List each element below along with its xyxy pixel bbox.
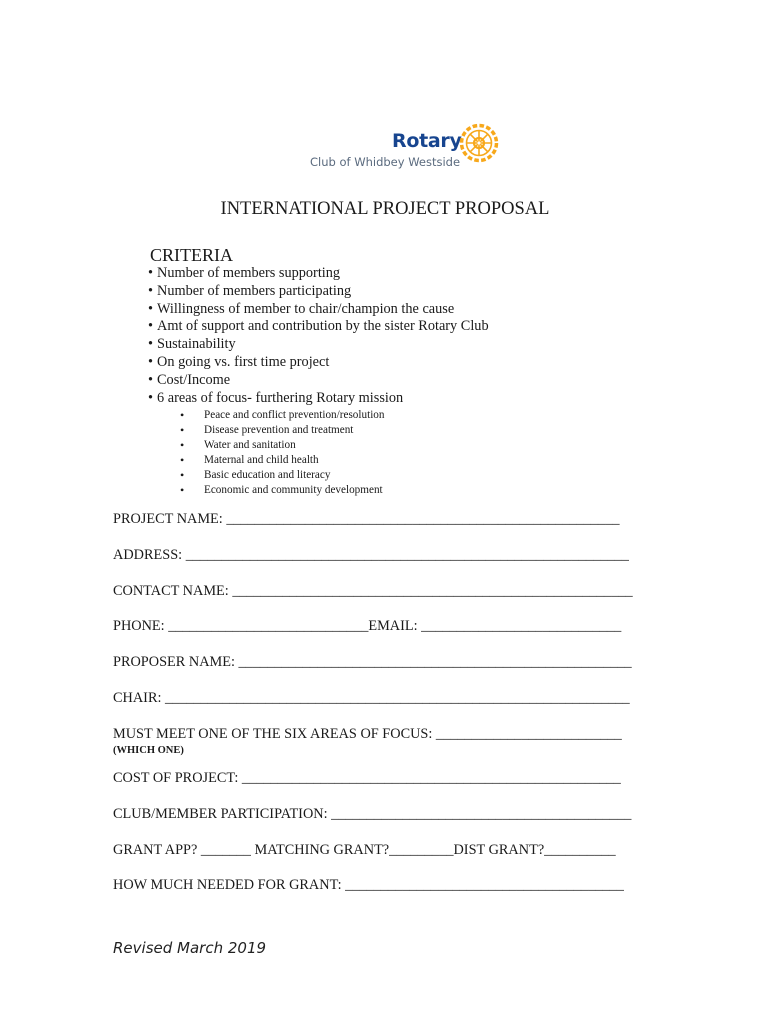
grant-amount-field[interactable]: HOW MUCH NEEDED FOR GRANT: _______________________________________: [113, 877, 624, 893]
criteria-item: • Amt of support and contribution by the sister Rotary Club: [148, 318, 489, 336]
criteria-item: • On going vs. first time project: [148, 354, 489, 372]
criteria-item: • Willingness of member to chair/champion the cause: [148, 301, 489, 319]
focus-area-item: • Water and sanitation: [180, 438, 385, 453]
project-name-field[interactable]: PROJECT NAME: _______________________________________________________: [113, 511, 620, 527]
focus-area-item: • Basic education and literacy: [180, 468, 385, 483]
rotary-wheel-icon: [458, 122, 500, 164]
logo-wordmark: Rotary: [392, 130, 462, 152]
cost-field[interactable]: COST OF PROJECT: _____________________________________________________: [113, 770, 621, 786]
focus-area-item: • Peace and conflict prevention/resolution: [180, 408, 385, 423]
document-title: INTERNATIONAL PROJECT PROPOSAL: [220, 199, 550, 219]
rotary-logo: [308, 121, 508, 173]
criteria-item: • Sustainability: [148, 336, 489, 354]
focus-area-item: • Economic and community development: [180, 483, 385, 498]
criteria-heading: CRITERIA: [150, 245, 233, 265]
chair-field[interactable]: CHAIR: _________________________________________________________________: [113, 690, 630, 706]
contact-name-field[interactable]: CONTACT NAME: ________________________________________________________: [113, 583, 633, 599]
focus-area-field[interactable]: MUST MEET ONE OF THE SIX AREAS OF FOCUS: __________________________: [113, 726, 622, 742]
phone-email-field[interactable]: PHONE: ____________________________EMAIL: ____________________________: [113, 618, 622, 634]
criteria-item: • Number of members participating: [148, 283, 489, 301]
criteria-item: • 6 areas of focus- furthering Rotary mission: [148, 390, 489, 408]
which-one-note: (WHICH ONE): [113, 745, 184, 756]
revision-footer: Revised March 2019: [113, 939, 267, 957]
focus-area-item: • Disease prevention and treatment: [180, 423, 385, 438]
focus-areas-list: [180, 408, 385, 498]
criteria-item: • Number of members supporting: [148, 265, 489, 283]
proposer-name-field[interactable]: PROPOSER NAME: _______________________________________________________: [113, 654, 632, 670]
club-participation-field[interactable]: CLUB/MEMBER PARTICIPATION: __________________________________________: [113, 806, 632, 822]
focus-area-item: • Maternal and child health: [180, 453, 385, 468]
criteria-item: • Cost/Income: [148, 372, 489, 390]
logo-subtitle: Club of Whidbey Westside: [310, 155, 461, 169]
address-field[interactable]: ADDRESS: ______________________________________________________________: [113, 547, 629, 563]
grant-field[interactable]: GRANT APP? _______ MATCHING GRANT?_________DIST GRANT?__________: [113, 842, 616, 858]
criteria-list: [148, 265, 489, 407]
